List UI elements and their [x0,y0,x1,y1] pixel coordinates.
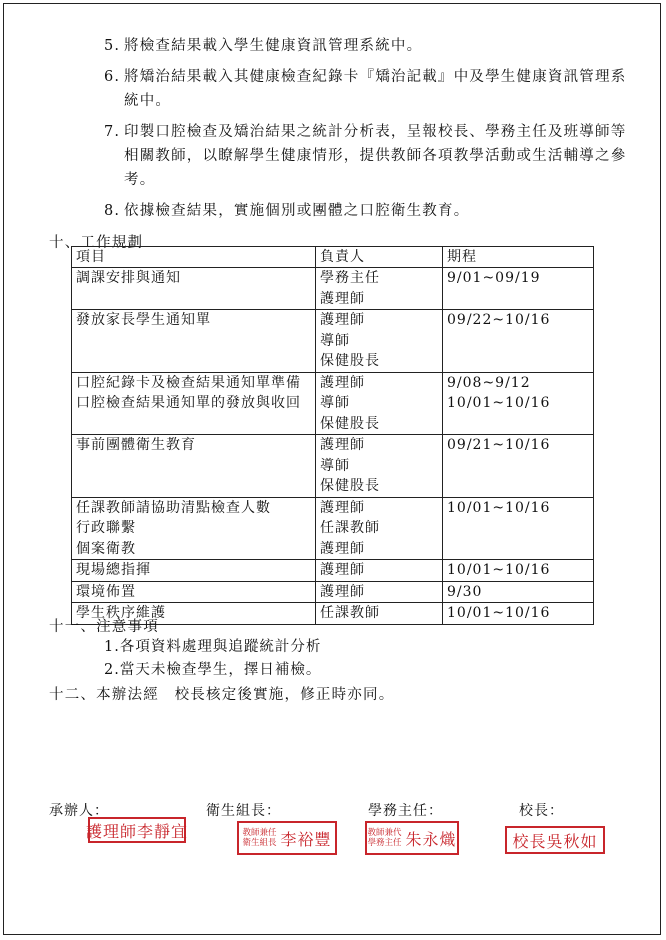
cell-period [443,581,594,603]
cell-period-line: 10/01~10/16 [447,605,551,621]
cell-person [316,435,443,498]
procedure-item-text: 將矯治結果載入其健康檢查紀錄卡『矯治記載』中及學生健康資訊管理系統中。 [124,69,627,109]
cell-person [316,372,443,435]
cell-period [443,268,594,310]
procedure-item-text: 依據檢查結果，實施個別或團體之口腔衛生教育。 [124,203,470,219]
cell-item [72,581,316,603]
cell-item [72,310,316,373]
cell-period [443,435,594,498]
cell-item [72,497,316,560]
table-row [72,581,594,603]
cell-item-line: 口腔檢查結果通知單的發放與收回 [76,395,301,411]
procedure-item [104,120,634,192]
stamp-principal [505,826,605,854]
cell-person-line: 護理師 [320,499,365,516]
cell-period-line: 09/22~10/16 [447,312,551,328]
cell-period [443,560,594,582]
signature-label-student-affairs: 學務主任： [368,803,443,819]
cell-period-line: 09/21~10/16 [447,437,551,453]
stamp-handler [86,817,189,843]
notes-list [104,636,321,682]
procedure-list [104,34,634,230]
cell-period [443,372,594,435]
cell-item [72,435,316,498]
procedure-item-number: 5. [104,38,121,54]
signature-label-handler: 承辦人： [49,803,109,819]
stamp-principal-name: 校長吳秋如 [512,831,598,851]
cell-person-line: 導師 [320,332,350,349]
procedure-item [104,34,634,58]
table-row [72,372,594,435]
cell-person-line: 任課教師 [320,520,380,536]
table-row [72,310,594,373]
cell-period-line: 9/08~9/12 [447,374,531,391]
cell-person-line: 導師 [320,457,350,474]
cell-person-line: 護理師 [320,374,365,391]
stamp-health-chief [237,821,337,855]
cell-person-line: 學務主任 [320,270,380,286]
cell-person-line: 護理師 [320,437,365,453]
note-item: 2.當天未檢查學生，擇日補檢。 [104,662,322,678]
cell-person-line: 導師 [320,395,350,411]
stamp-health-chief-name: 李裕豐 [280,829,332,849]
section-11-title: 十一、注意事項 [49,619,159,635]
cell-person-line: 保健股長 [320,415,380,432]
header-period: 期程 [443,247,594,268]
cell-period-line: 10/01~10/16 [447,499,551,516]
stamp-handler-name: 護理師李靜宜 [86,821,189,841]
cell-person-line: 護理師 [320,312,365,328]
table-row [72,435,594,498]
cell-item-line: 學生秩序維護 [76,605,166,621]
note-item: 1.各項資料處理與追蹤統計分析 [104,639,322,655]
cell-item-line: 口腔紀錄卡及檢查結果通知單準備 [76,374,301,391]
header-person: 負責人 [316,247,443,268]
cell-person [316,497,443,560]
cell-period-line: 10/01~10/16 [447,562,551,578]
cell-item-line: 行政聯繫 [76,520,136,536]
cell-person-line: 護理師 [320,540,365,557]
procedure-item-number: 6. [104,69,121,85]
stamp-student-affairs [365,821,459,855]
cell-person-line: 護理師 [320,290,365,307]
cell-item-line: 環境佈置 [76,583,136,600]
cell-person [316,268,443,310]
header-item: 項目 [72,247,316,268]
cell-period-line: 10/01~10/16 [447,395,551,411]
cell-item-line: 事前團體衛生教育 [76,437,196,453]
section-10-title: 十、工作規劃 [49,235,144,251]
procedure-item-text: 將檢查結果載入學生健康資訊管理系統中。 [124,38,423,54]
cell-person-line: 任課教師 [320,605,380,621]
cell-period-line: 9/01~09/19 [447,270,541,286]
cell-item-line: 發放家長學生通知單 [76,312,211,328]
cell-period [443,603,594,625]
cell-person [316,603,443,625]
cell-item-line: 調課安排與通知 [76,270,181,286]
section-12-text: 十二、本辦法經 校長核定後實施，修正時亦同。 [49,687,395,703]
procedure-item-number: 7. [104,124,121,140]
cell-person [316,581,443,603]
cell-person-line: 護理師 [320,583,365,600]
cell-period [443,497,594,560]
procedure-item [104,199,634,223]
cell-person [316,310,443,373]
cell-person-line: 護理師 [320,562,365,578]
signature-label-principal: 校長： [519,803,564,819]
table-row [72,497,594,560]
procedure-item-number: 8. [104,203,121,219]
cell-period-line: 9/30 [447,583,483,600]
signature-label-health-chief: 衛生組長： [206,803,281,819]
cell-period [443,310,594,373]
stamp-student-affairs-title: 教師兼代 學務主任 [367,828,402,848]
procedure-item [104,65,634,113]
procedure-item-text: 印製口腔檢查及矯治結果之統計分析表，呈報校長、學務主任及班導師等相關教師，以瞭解學生健康情形，提供教師各項教學活動或生活輔導之參考。 [124,124,627,188]
stamp-health-chief-title: 教師兼任 衛生組長 [242,828,277,848]
cell-person [316,560,443,582]
table-row [72,268,594,310]
cell-item-line: 現場總指揮 [76,562,151,578]
cell-person-line: 保健股長 [320,478,380,494]
work-plan-table [71,246,594,625]
table-row [72,560,594,582]
cell-item-line: 個案衛教 [76,540,136,557]
cell-item-line: 任課教師請協助清點檢查人數 [76,499,271,516]
cell-person-line: 保健股長 [320,353,380,369]
cell-item [72,560,316,582]
stamp-student-affairs-name: 朱永熾 [405,829,457,849]
cell-item [72,268,316,310]
cell-item [72,372,316,435]
table-header-row [72,247,594,268]
